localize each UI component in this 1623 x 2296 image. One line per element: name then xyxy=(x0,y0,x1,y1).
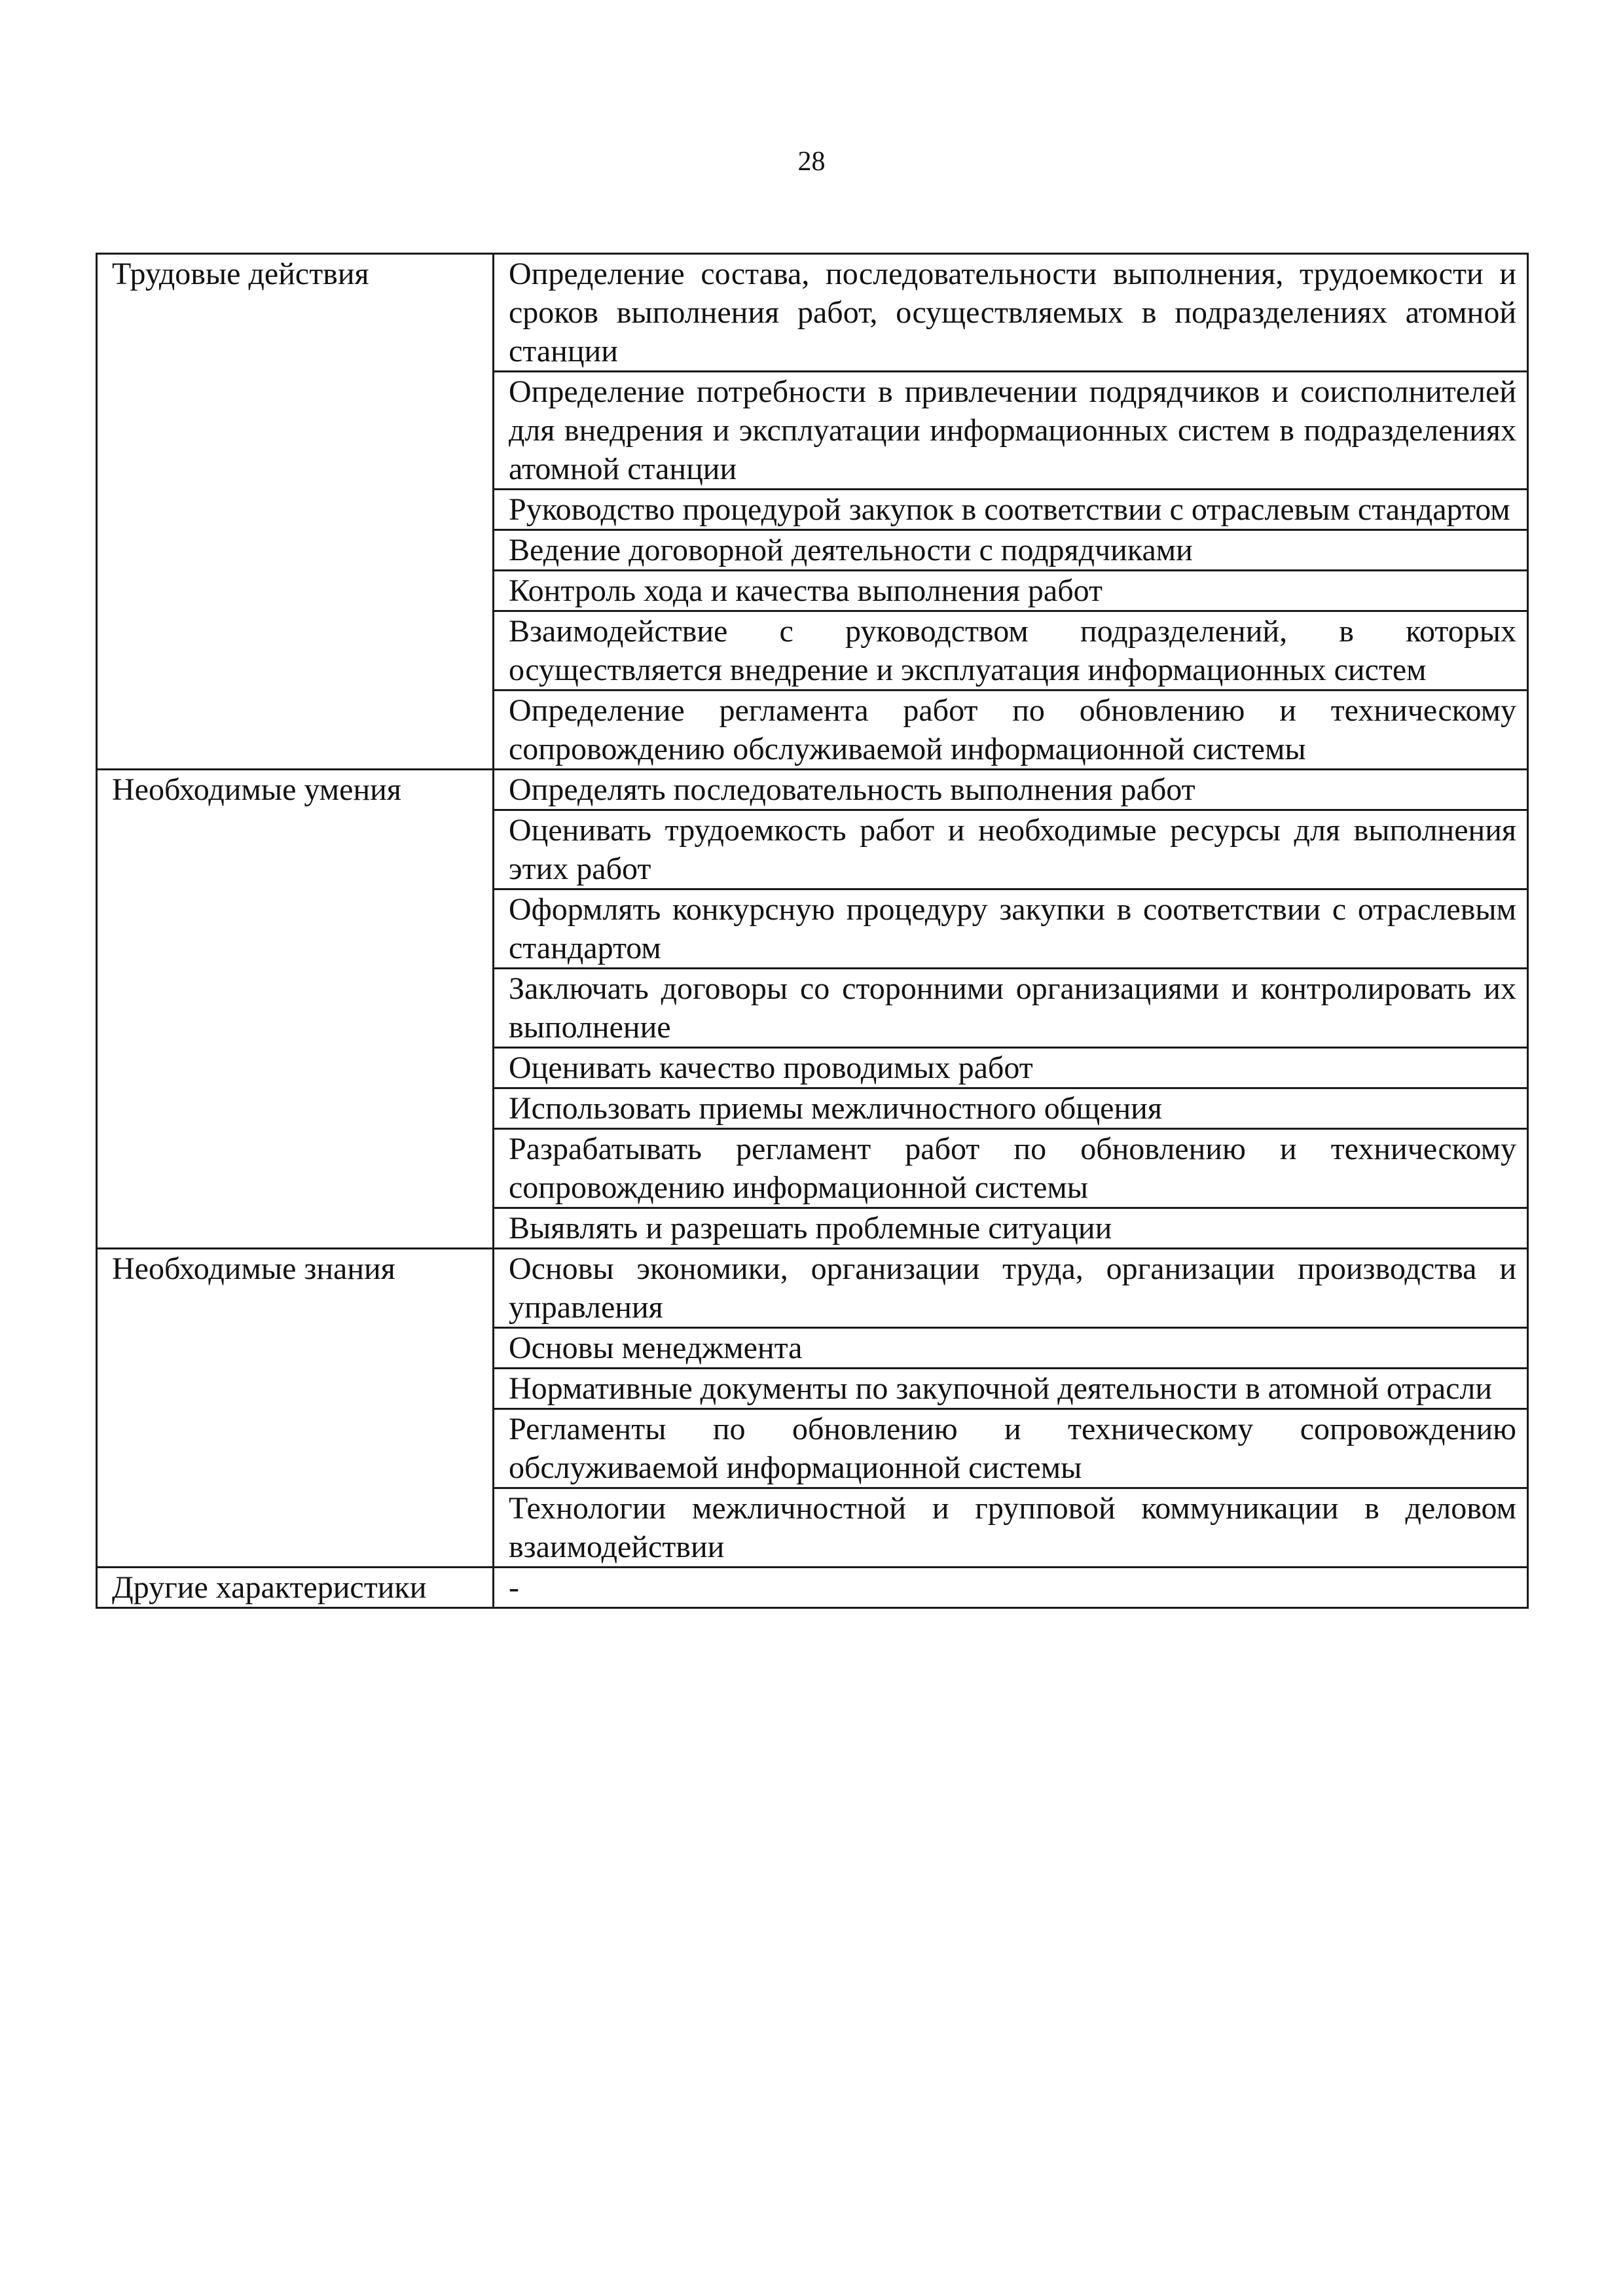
table-cell: Оценивать качество проводимых работ xyxy=(494,1048,1528,1088)
table-cell: Оценивать трудоемкость работ и необходимые ресурсы для выполнения этих работ xyxy=(494,810,1528,889)
table-cell: Ведение договорной деятельности с подрядчиками xyxy=(494,530,1528,571)
category-cell-labor-actions: Трудовые действия xyxy=(97,254,494,770)
table-cell: Определять последовательность выполнения работ xyxy=(494,770,1528,810)
table-cell: Контроль хода и качества выполнения работ xyxy=(494,571,1528,611)
table-cell: Регламенты по обновлению и техническому сопровождению обслуживаемой информационной системы xyxy=(494,1409,1528,1488)
table-cell: - xyxy=(494,1568,1528,1608)
table-cell: Нормативные документы по закупочной деятельности в атомной отрасли xyxy=(494,1369,1528,1409)
table-cell: Использовать приемы межличностного общения xyxy=(494,1088,1528,1129)
table-cell: Оформлять конкурсную процедуру закупки в соответствии с отраслевым стандартом xyxy=(494,889,1528,969)
table-cell: Определение потребности в привлечении подрядчиков и соисполнителей для внедрения и эксплуатации информационных систем в подразделениях атомной станции xyxy=(494,372,1528,490)
category-cell-other-characteristics: Другие характеристики xyxy=(97,1568,494,1608)
table-row xyxy=(97,254,1528,372)
table-cell: Разрабатывать регламент работ по обновлению и техническому сопровождению информационной системы xyxy=(494,1129,1528,1208)
table-row xyxy=(97,770,1528,810)
requirements-table xyxy=(96,253,1529,1609)
table-cell: Определение регламента работ по обновлению и техническому сопровождению обслуживаемой информационной системы xyxy=(494,691,1528,770)
table-cell: Заключать договоры со сторонними организациями и контролировать их выполнение xyxy=(494,969,1528,1048)
table-row xyxy=(97,1249,1528,1328)
table-cell: Основы менеджмента xyxy=(494,1328,1528,1369)
table-cell: Определение состава, последовательности выполнения, трудоемкости и сроков выполнения работ, осуществляемых в подразделениях атомной станции xyxy=(494,254,1528,372)
category-cell-required-knowledge: Необходимые знания xyxy=(97,1249,494,1568)
table-cell: Взаимодействие с руководством подразделений, в которых осуществляется внедрение и эксплуатация информационных систем xyxy=(494,611,1528,691)
page-number: 28 xyxy=(797,147,826,177)
table-row xyxy=(97,1568,1528,1608)
table-cell: Основы экономики, организации труда, организации производства и управления xyxy=(494,1249,1528,1328)
category-cell-required-skills: Необходимые умения xyxy=(97,770,494,1249)
table-cell: Технологии межличностной и групповой коммуникации в деловом взаимодействии xyxy=(494,1488,1528,1568)
table-cell: Руководство процедурой закупок в соответствии с отраслевым стандартом xyxy=(494,490,1528,530)
table-cell: Выявлять и разрешать проблемные ситуации xyxy=(494,1208,1528,1249)
